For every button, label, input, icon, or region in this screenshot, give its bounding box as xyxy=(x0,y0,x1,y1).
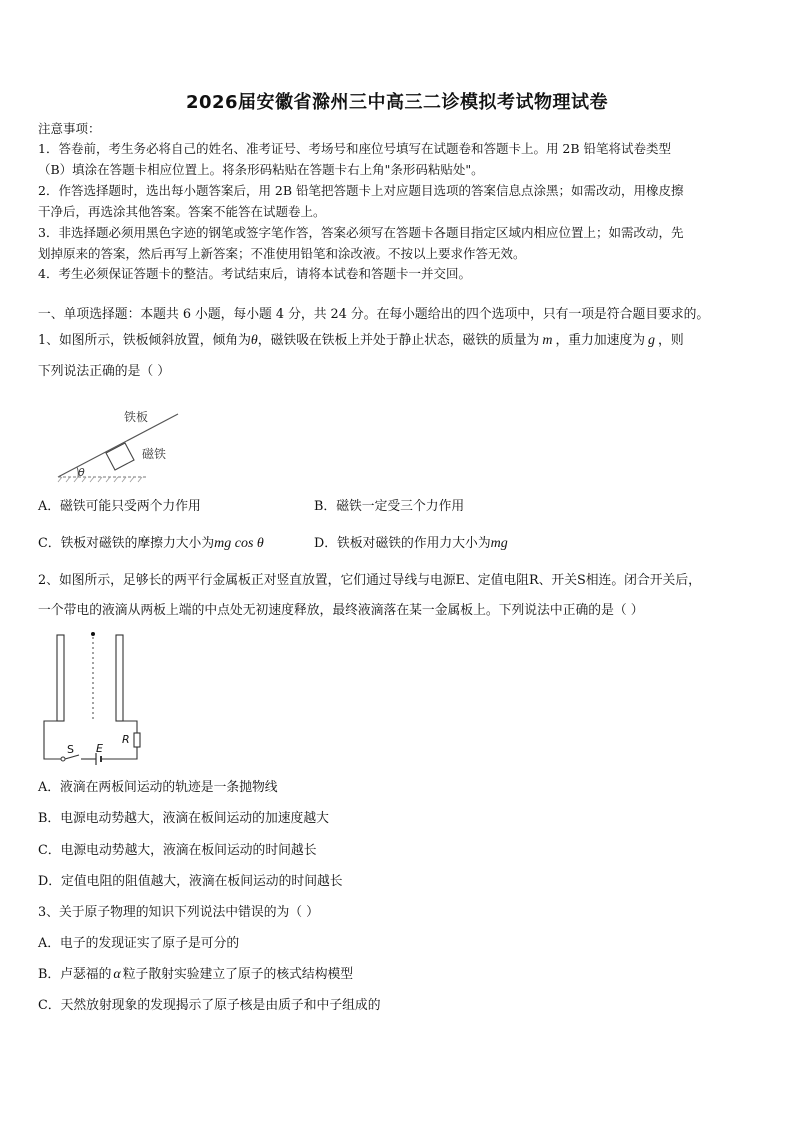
right-metal-plate xyxy=(116,635,123,721)
notice-line: （B）填涂在答题卡相应位置上。将条形码粘贴在答题卡右上角"条形码粘贴处"。 xyxy=(38,162,484,177)
plate-label: 铁板 xyxy=(124,410,149,424)
q2-option-c: C．电源电动势越大，液滴在板间运动的时间越长 xyxy=(38,843,317,858)
incline-diagram xyxy=(50,400,190,485)
q1-text: ，重力加速度为 xyxy=(555,333,646,348)
q3-option-b xyxy=(38,967,353,983)
ground-hatch xyxy=(58,477,142,482)
q1-option-c-formula: mg cos θ xyxy=(214,536,264,551)
magnet-label: 磁铁 xyxy=(142,447,167,461)
q1-text: 1、如图所示，铁板倾斜放置，倾角为 xyxy=(38,333,251,348)
question-2-stem-line2: 一个带电的液滴从两板上端的中点处无初速度释放，最终液滴落在某一金属板上。下列说法中正确的是（ ） xyxy=(38,603,644,618)
alpha-symbol: α xyxy=(113,967,121,982)
q1-option-d-formula: mg xyxy=(490,536,508,551)
left-metal-plate xyxy=(57,635,64,721)
question-1-stem-line2: 下列说法正确的是（ ） xyxy=(38,364,171,379)
q2-option-b: B．电源电动势越大，液滴在板间运动的加速度越大 xyxy=(38,811,329,826)
resistor xyxy=(134,733,140,747)
q1-option-d xyxy=(314,536,508,552)
notice-line: 划掉原来的答案，然后再写上新答案；不准使用铅笔和涂改液。不按以上要求作答无效。 xyxy=(38,246,526,261)
switch-label: S xyxy=(67,743,74,756)
q3-option-a: A．电子的发现证实了原子是可分的 xyxy=(38,936,240,951)
magnet-block xyxy=(106,443,134,470)
q1-option-d-text: D．铁板对磁铁的作用力大小为 xyxy=(314,536,491,551)
q1-option-b: B．磁铁一定受三个力作用 xyxy=(314,499,465,514)
section-heading: 一、单项选择题：本题共 6 小题，每小题 4 分，共 24 分。在每小题给出的四个选项中，只有一项是符合题目要求的。 xyxy=(38,307,710,322)
resistor-label: R xyxy=(122,733,130,746)
q1-text: ，则 xyxy=(658,333,684,348)
question-3-stem: 3、关于原子物理的知识下列说法中错误的为（ ） xyxy=(38,905,319,920)
capacitor-circuit-diagram xyxy=(40,628,150,768)
q1-option-c xyxy=(38,536,264,552)
emf-label: E xyxy=(96,742,103,755)
theta-label: θ xyxy=(78,466,85,479)
notice-heading: 注意事项： xyxy=(38,121,101,136)
notice-line: 干净后，再选涂其他答案。答案不能答在试题卷上。 xyxy=(38,204,326,219)
droplet xyxy=(91,632,95,636)
page-title: 2026届安徽省滁州三中高三二诊模拟考试物理试卷 xyxy=(185,92,609,113)
theta-symbol: θ xyxy=(250,333,258,348)
question-2-stem: 2、如图所示，足够长的两平行金属板正对竖直放置，它们通过导线与电源E、定值电阻R、开关S相连。闭合开关后， xyxy=(38,573,701,588)
notice-line: 2．作答选择题时，选出每小题答案后，用 2B 铅笔把答题卡上对应题目选项的答案信息点涂黑；如需改动，用橡皮擦 xyxy=(38,183,684,198)
q3-option-c: C．天然放射现象的发现揭示了原子核是由质子和中子组成的 xyxy=(38,998,381,1013)
mass-symbol: m xyxy=(542,333,553,348)
question-1-stem xyxy=(38,333,684,349)
switch-contact xyxy=(61,757,65,761)
notice-line: 3．非选择题必须用黑色字迹的钢笔或签字笔作答，答案必须写在答题卡各题目指定区域内相应位置上；如需改动，先 xyxy=(38,225,684,240)
q2-option-d: D．定值电阻的阻值越大，液滴在板间运动的时间越长 xyxy=(38,874,343,889)
q2-option-a: A．液滴在两板间运动的轨迹是一条抛物线 xyxy=(38,780,278,795)
q1-text: ，磁铁吸在铁板上并处于静止状态，磁铁的质量为 xyxy=(257,333,540,348)
q3-option-b-text: 粒子散射实验建立了原子的核式结构模型 xyxy=(122,967,354,982)
q1-option-c-text: C．铁板对磁铁的摩擦力大小为 xyxy=(38,536,215,551)
q3-option-b-text: B．卢瑟福的 xyxy=(38,967,112,982)
notice-line: 4．考生必须保证答题卡的整洁。考试结束后，请将本试卷和答题卡一并交回。 xyxy=(38,266,471,281)
gravity-symbol: g xyxy=(648,333,656,348)
q1-option-a: A．磁铁可能只受两个力作用 xyxy=(38,499,201,514)
notice-line: 1．答卷前，考生务必将自己的姓名、准考证号、考场号和座位号填写在试题卷和答题卡上。用 2B 铅笔将试卷类型 xyxy=(38,141,672,156)
